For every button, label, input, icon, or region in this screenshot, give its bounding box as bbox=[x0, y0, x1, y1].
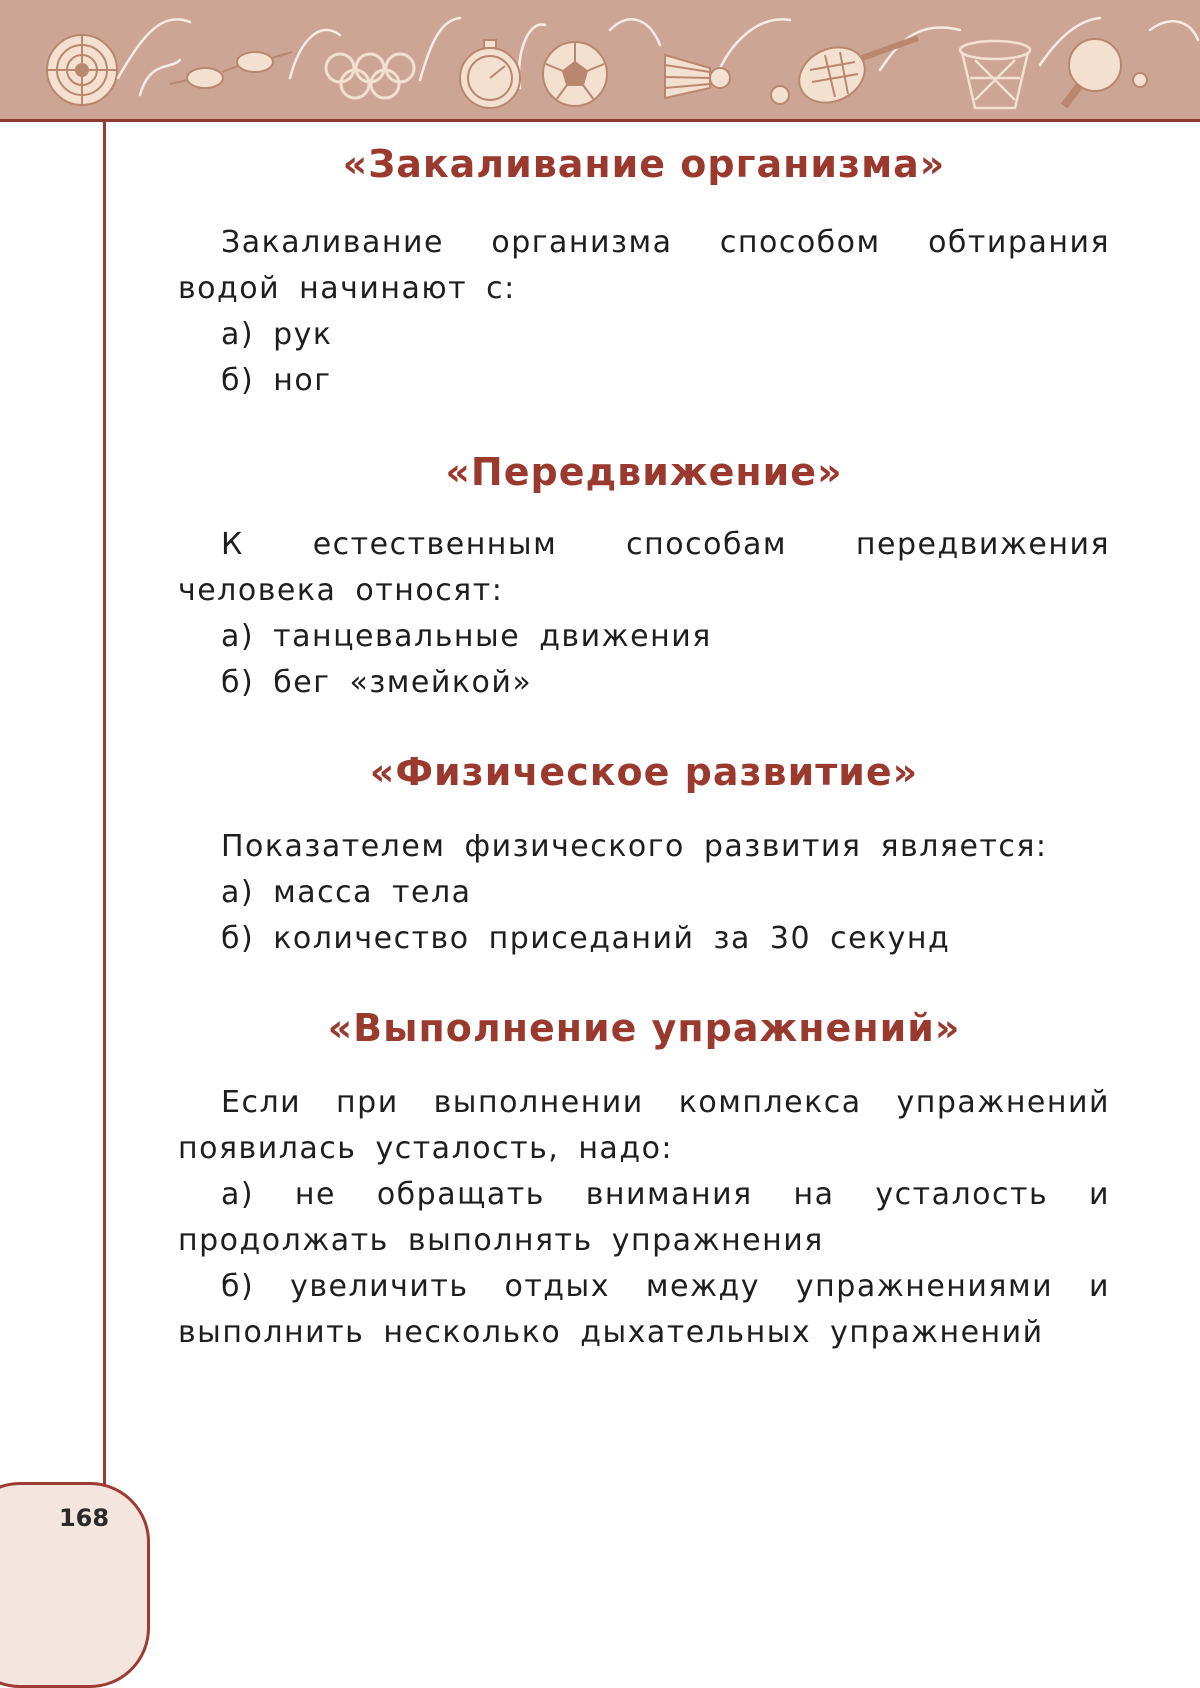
answer-option: б) количество приседаний за 30 секунд bbox=[221, 921, 951, 956]
question-text: К естественным способам передвижения человека относят: bbox=[178, 527, 1110, 608]
margin-line bbox=[103, 121, 106, 1608]
answer-option: а) рук bbox=[221, 317, 333, 352]
page-number: 168 bbox=[58, 1504, 110, 1532]
section-title: «Физическое развитие» bbox=[369, 750, 919, 794]
section-physical-development bbox=[178, 746, 1110, 962]
header-decoration bbox=[0, 0, 1200, 119]
stopwatch-icon bbox=[460, 40, 520, 108]
target-icon bbox=[47, 35, 117, 105]
page-content bbox=[178, 138, 1110, 1356]
answer-option: б) ног bbox=[221, 363, 332, 398]
question-text: Закаливание организма способом обтирания водой начинают с: bbox=[178, 225, 1110, 306]
question-text: Если при выполнении комплекса упражнений появилась усталость, надо: bbox=[178, 1085, 1110, 1166]
answer-option: б) бег «змейкой» bbox=[221, 665, 533, 700]
section-movement bbox=[178, 446, 1110, 706]
olympic-rings-icon bbox=[326, 54, 414, 98]
answer-option: а) масса тела bbox=[221, 875, 472, 910]
answer-option: а) танцевальные движения bbox=[221, 619, 712, 654]
shuttlecock-icon bbox=[665, 55, 730, 98]
answer-option: а) не обращать внимания на усталость и продолжать выполнять упражнения bbox=[178, 1177, 1110, 1258]
answer-option: б) увеличить отдых между упражнениями и выполнить несколько дыхательных упражнений bbox=[178, 1269, 1110, 1350]
section-exercises bbox=[178, 1002, 1110, 1356]
section-title: «Закаливание организма» bbox=[342, 142, 946, 186]
question-text: Показателем физического развития является: bbox=[221, 829, 1048, 864]
basketball-hoop-icon bbox=[960, 41, 1030, 108]
header-banner bbox=[0, 0, 1200, 119]
section-hardening bbox=[178, 138, 1110, 404]
ping-pong-paddle-icon bbox=[1064, 39, 1147, 106]
soccer-ball-icon bbox=[543, 42, 607, 106]
tennis-racket-icon bbox=[771, 37, 918, 113]
section-title: «Передвижение» bbox=[445, 450, 843, 494]
goggles-icon bbox=[170, 52, 292, 88]
section-title: «Выполнение упражнений» bbox=[327, 1006, 961, 1050]
header-rule bbox=[0, 119, 1200, 122]
